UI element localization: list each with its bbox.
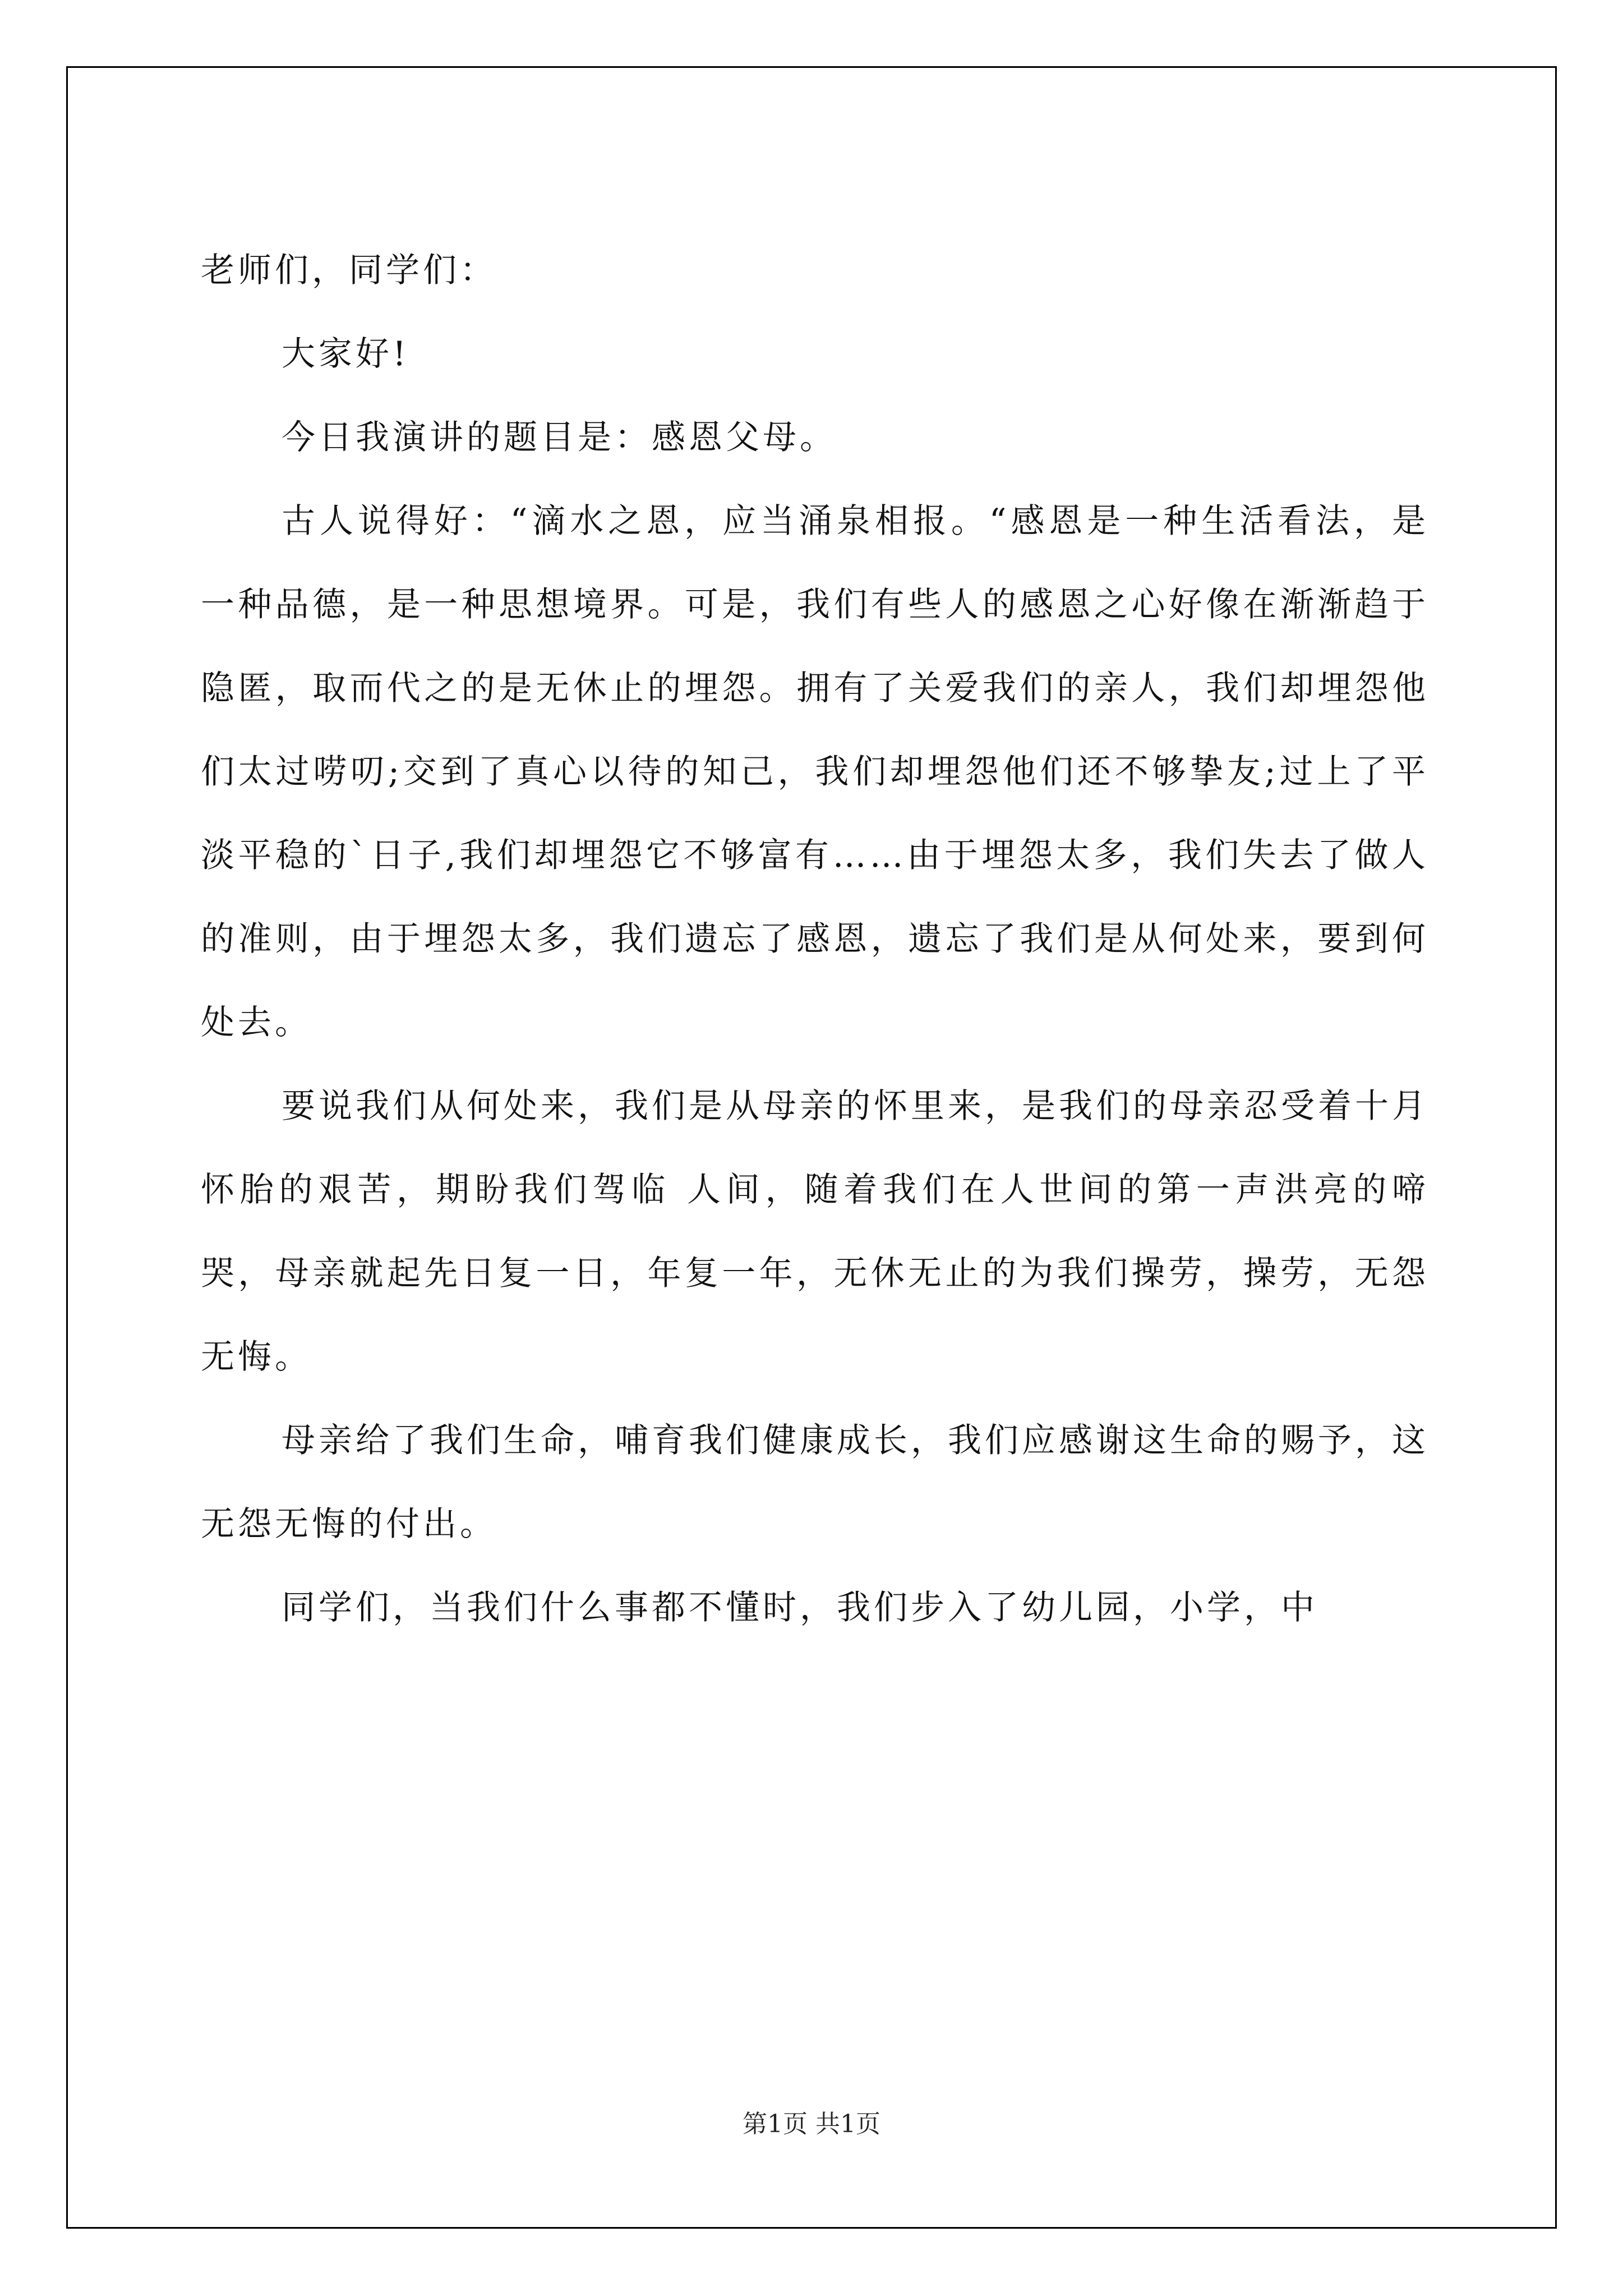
salutation: 老师们，同学们： — [201, 251, 497, 290]
page-footer: 第1页 共1页 — [743, 2110, 880, 2138]
paragraph-gratitude: 古人说得好：“滴水之恩，应当涌泉相报。“感恩是一种生活看法，是一种品德，是一种思想境界。可是，我们有些人的感恩之心好像在渐渐趋于隐匿，取而代之的是无休止的埋怨。拥有了关爱我们的亲人，我们却埋怨他们太过唠叨;交到了真心以待的知己，我们却埋怨他们还不够挚友;过上了平淡平稳的`日子,我们却埋怨它不够富有……由于埋怨太多，我们失去了做人的准则，由于埋怨太多，我们遗忘了感恩，遗忘了我们是从何处来，要到何处去。 — [201, 501, 1429, 1042]
greeting: 大家好! — [282, 334, 410, 374]
paragraph-mother: 要说我们从何处来，我们是从母亲的怀里来，是我们的母亲忍受着十月怀胎的艰苦，期盼我们驾临 人间，随着我们在人世间的第一声洪亮的啼哭，母亲就起先日复一日，年复一年，无休无止的为我们操劳，操劳，无怨无悔。 — [201, 1087, 1429, 1377]
paragraph-gift-of-life: 母亲给了我们生命，哺育我们健康成长，我们应感谢这生命的赐予，这无怨无悔的付出。 — [201, 1421, 1429, 1544]
document-body — [201, 229, 1429, 1650]
paragraph-school: 同学们，当我们什么事都不懂时，我们步入了幼儿园，小学，中 — [282, 1588, 1318, 1627]
speech-topic: 今日我演讲的题目是：感恩父母。 — [282, 418, 837, 457]
